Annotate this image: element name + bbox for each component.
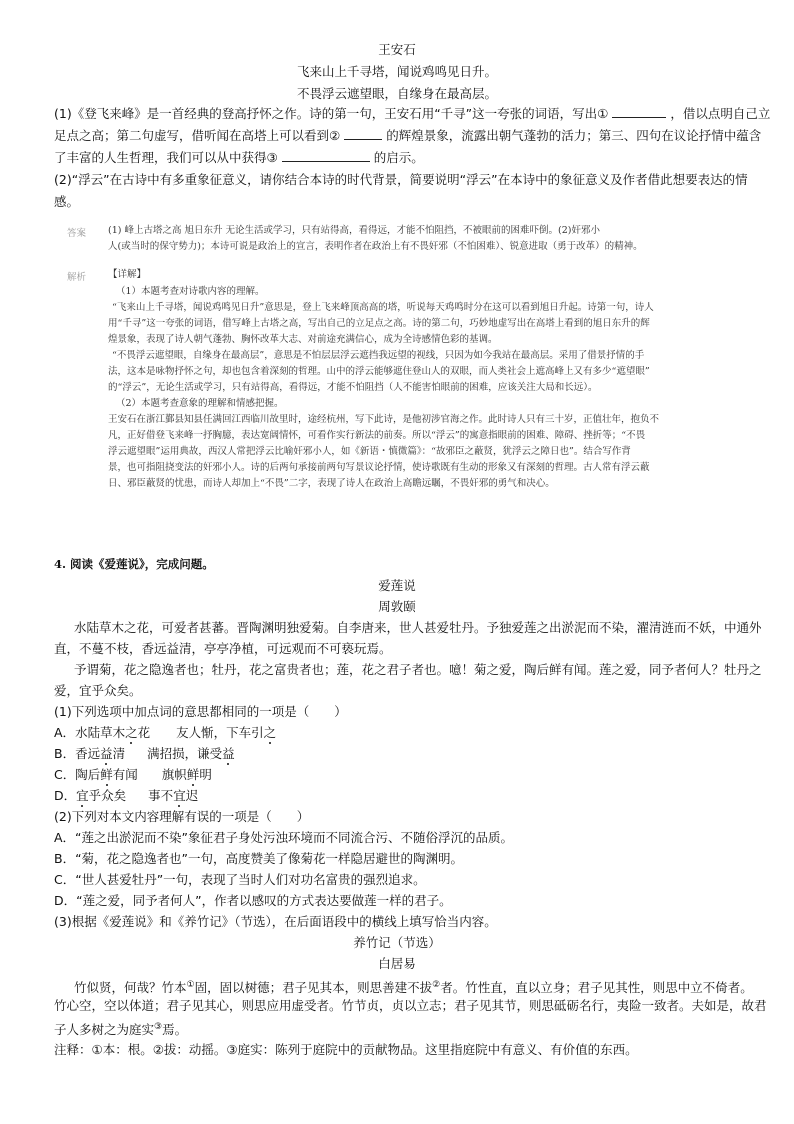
poem-line-2: 不畏浮云遮望眼，自缘身在最高层。 <box>296 86 497 101</box>
ailianshuo-p2-line-1: 予谓菊，花之隐逸者也；牡丹，花之富贵者也；莲，花之君子者也。噫！菊之爱，陶后鲜有闻。莲之爱，同予者何人？牡丹之 <box>74 662 762 677</box>
question-3-2-line-1: (2)“浮云”在古诗中有多重象征意义，请你结合本诗的时代背景，简要说明“浮云”在本诗中的象征意义及作者借此想要表达的情 <box>54 172 748 187</box>
detail-line-1: 【详解】 <box>108 269 147 280</box>
yangzhuji-line-3: 子人多树之为庭实③焉。 <box>54 1022 188 1038</box>
detail-line-14: 日、邪臣蔽贤的忧患，而诗人却加上“不畏”二字，表现了诗人在政治上高瞻远瞩，不畏奸邪的勇气和决心。 <box>108 478 555 489</box>
dotted-word: 宜 <box>76 788 89 803</box>
poem-author: 王安石 <box>378 42 416 57</box>
sq1-option-d[interactable]: D．宜乎众矣 事不宜迟 <box>54 788 199 803</box>
question-3-1-line-2: 足点之高；第二句虚写，借听闻在高塔上可以看到② 的辉煌景象，流露出朝气蓬勃的活力；第三、四句在议论抒情中蕴含 <box>54 128 762 143</box>
sq2-option-b[interactable]: B．“菊，花之隐逸者也”一句，高度赞美了像菊花一样隐居避世的陶渊明。 <box>54 851 464 866</box>
sq2-option-d[interactable]: D．“莲之爱，同予者何人”，作者以感叹的方式表达要做莲一样的君子。 <box>54 893 452 908</box>
question-3-1-line-3: 了丰富的人生哲理，我们可以从中获得③ 的启示。 <box>54 150 424 165</box>
detail-line-5: 煌景象，表现了诗人朝气蓬勃、胸怀改革大志、对前途充满信心，成为全诗感情色彩的基调。 <box>108 334 498 345</box>
subquestion-3: (3)根据《爱莲说》和《养竹记》（节选），在后面语段中的横线上填写恰当内容。 <box>54 914 497 929</box>
detail-line-9: （2）本题考查意象的理解和情感把握。 <box>116 398 284 409</box>
answer-blank-1[interactable] <box>612 106 666 118</box>
dotted-word: 鲜 <box>186 767 200 782</box>
dotted-word: 之 <box>263 725 277 740</box>
detail-line-7: 法，这本是咏物抒怀之句，却也包含着深刻的哲理。山中的浮云能够遮住登山人的双眼，而人类社会上遮高峰上又有多少“遮望眼” <box>108 366 650 377</box>
question-4-heading: 4. 阅读《爱莲说》，完成问题。 <box>54 557 214 571</box>
detail-line-3: “飞来山上千寻塔，闻说鸡鸣见日升”意思是，登上飞来峰顶高高的塔，听说每天鸡鸣时分在这可以看到旭日升起。诗第一句，诗人 <box>112 302 654 313</box>
detail-line-10: 王安石在浙江鄞县知县任满回江西临川故里时，途经杭州，写下此诗，是他初涉官海之作。此时诗人只有三十岁，正值壮年，抱负不 <box>108 414 660 425</box>
yangzhuji-line-2: 竹心空，空以体道；君子见其心，则思应用虚受者。竹节贞，贞以立志；君子见其节，则思砥砺名行，夷险一致者。夫如是，故君 <box>54 998 767 1013</box>
detail-line-4: 用“千寻”这一夸张的词语，借写峰上古塔之高，写出自己的立足点之高。诗的第二句，巧妙地虚写出在高塔上看到的旭日东升的辉 <box>108 318 650 329</box>
answer-tag: 答案 <box>67 228 87 239</box>
answer-blank-3[interactable] <box>282 150 370 162</box>
detail-line-6: “不畏浮云遮望眼，自缘身在最高层”，意思是不怕层层浮云遮挡我远望的视线，只因为如今我站在最高层。采用了借景抒情的手 <box>112 350 645 361</box>
yangzhuji-title: 养竹记（节选） <box>353 935 441 950</box>
yangzhuji-notes: 注释：①本：根。②拔：动摇。③庭实：陈列于庭院中的贡献物品。这里指庭院中有意义、有价值的东西。 <box>54 1042 638 1057</box>
detail-tag: 解析 <box>67 272 87 283</box>
yangzhuji-line-1: 竹似贤，何哉？竹本①固，固以树德；君子见其本，则思善建不拔②者。竹性直，直以立身；君子见其性，则思中立不倚者。 <box>74 980 753 996</box>
answer-line-1: (1) 峰上古塔之高 旭日东升 无论生活或学习，只有站得高，看得远，才能不怕阻挡，不被眼前的困难吓倒。(2)奸邪小 <box>108 225 600 236</box>
ailianshuo-title: 爱莲说 <box>378 578 416 593</box>
sq1-option-b[interactable]: B．香远益清 满招损，谦受益 <box>54 746 235 761</box>
subquestion-2: (2)下列对本文内容理解有误的一项是（ ） <box>54 809 310 824</box>
yangzhuji-author: 白居易 <box>378 956 416 971</box>
ailianshuo-p2-line-2: 爱，宜乎众矣。 <box>54 683 142 698</box>
detail-line-11: 凡，正好借登飞来峰一抒胸臆，表达宽阔情怀，可看作实行新法的前奏。所以“浮云”的寓意指眼前的困难、障碍、挫折等；“不畏 <box>108 430 646 441</box>
question-3-2-line-2: 感。 <box>54 194 80 209</box>
ailianshuo-p1-line-1: 水陆草木之花，可爱者甚蕃。晋陶渊明独爱菊。自李唐来，世人甚爱牡丹。予独爱莲之出淤泥而不染，濯清涟而不妖，中通外 <box>74 620 762 635</box>
question-3-1-line-1: (1)《登飞来峰》是一首经典的登高抒怀之作。诗的第一句，王安石用“千寻”这一夸张的词语，写出① ，借以点明自己立 <box>54 106 771 121</box>
answer-blank-2[interactable] <box>344 128 382 140</box>
detail-line-13: 景，也可指阻挠变法的奸邪小人。诗的后两句承接前两句写景议论抒情，使诗歌既有生动的形象又有深刻的哲理。古人常有浮云蔽 <box>108 462 650 473</box>
sq2-option-a[interactable]: A．“莲之出淤泥而不染”象征君子身处污浊环境而不同流合污、不随俗浮沉的品质。 <box>54 830 514 845</box>
sq1-option-a[interactable]: A．水陆草木之花 友人惭，下车引之 <box>54 725 277 740</box>
detail-line-12: 浮云遮望眼”运用典故，西汉人常把浮云比喻奸邪小人，如《新语・慎微篇》：“故邪臣之蔽贤，犹浮云之障日也”。结合写作背 <box>108 446 631 457</box>
dotted-word: 鲜 <box>100 767 113 782</box>
answer-line-2: 人(或当时的保守势力)；本诗可说是政治上的宣言，表明作者在政治上有不畏奸邪（不怕困难）、锐意进取（勇于改革）的精神。 <box>108 241 643 252</box>
dotted-word: 益 <box>100 746 113 761</box>
subquestion-1: (1)下列选项中加点词的意思都相同的一项是（ ） <box>54 704 347 719</box>
detail-line-2: （1）本题考查对诗歌内容的理解。 <box>116 286 265 297</box>
dotted-word: 之 <box>125 725 138 740</box>
sq1-option-c[interactable]: C．陶后鲜有闻 旗帜鲜明 <box>54 767 212 782</box>
poem-line-1: 飞来山上千寻塔，闻说鸡鸣见日升。 <box>296 64 497 79</box>
sq2-option-c[interactable]: C．“世人甚爱牡丹”一句，表现了当时人们对功名富贵的强烈追求。 <box>54 872 426 887</box>
ailianshuo-author: 周敦颐 <box>378 599 416 614</box>
dotted-word: 宜 <box>173 788 186 803</box>
dotted-word: 益 <box>222 746 235 761</box>
detail-line-8: 的“浮云”，无论生活或学习，只有站得高，看得远，才能不怕阻挡（人不能害怕眼前的困难，应该关注大局和长远）。 <box>108 382 598 393</box>
ailianshuo-p1-line-2: 直，不蔓不枝，香远益清，亭亭净植，可远观而不可亵玩焉。 <box>54 641 392 656</box>
